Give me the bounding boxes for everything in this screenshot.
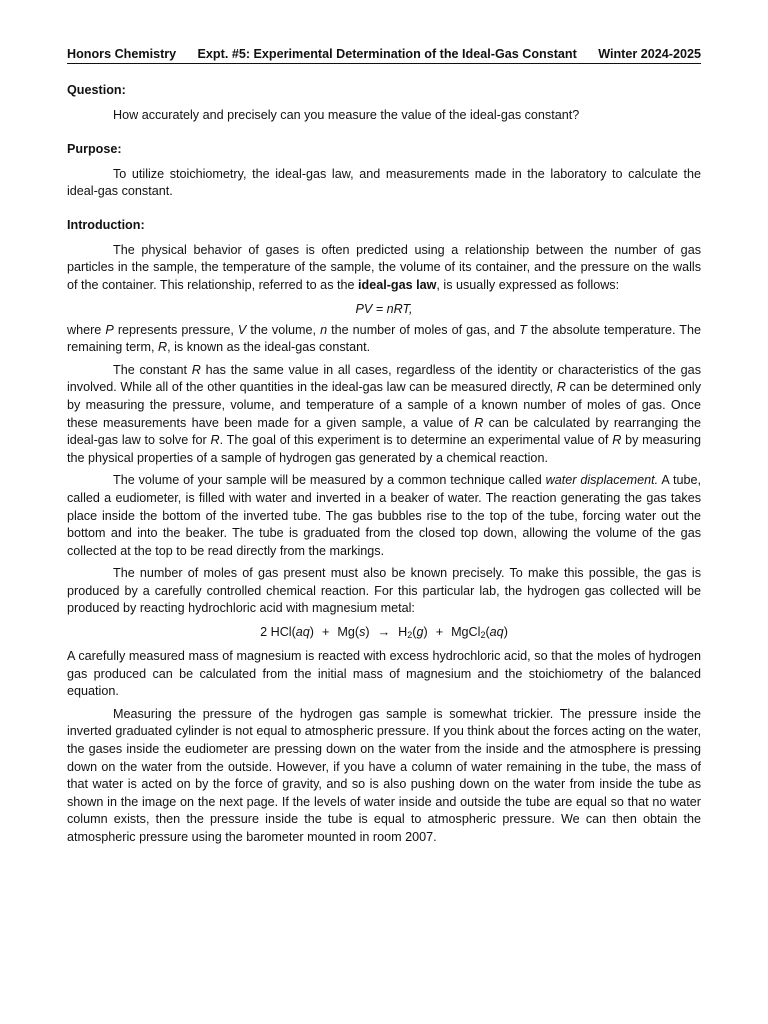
experiment-title: Expt. #5: Experimental Determination of the Ideal-Gas Constant bbox=[197, 47, 577, 61]
course-title: Honors Chemistry bbox=[67, 47, 177, 61]
intro-paragraph-2: where P represents pressure, V the volume, n the number of moles of gas, and T the absolute temperature. The remaining term, R, is known as the ideal-gas constant. bbox=[67, 322, 701, 355]
intro-paragraph-1: The physical behavior of gases is often predicted using a relationship between the number of gas particles in the sample, the temperature of the sample, the volume of its container, and the pressure on the walls of the container. This relationship, referred to as the ideal-gas law, is usually expressed as follows: bbox=[67, 242, 701, 292]
page-header bbox=[67, 46, 701, 64]
ideal-gas-equation: PV = nRT, bbox=[355, 301, 413, 316]
purpose-heading: Purpose: bbox=[67, 141, 122, 156]
intro-paragraph-7: Measuring the pressure of the hydrogen gas sample is somewhat trickier. The pressure inside the inverted graduated cylinder is not equal to atmospheric pressure. If you think about the forces acting on the water, the gases inside the eudiometer are pressing down on the water from the inside and the atmosphere is pressing down on the water from the outside. However, if you have a column of water remaining in the tube, the mass of that water is acted on by the force of gravity, and so is also pushing down on the water from inside the tube as shown in the image on the next page. If the levels of water inside and outside the tube are equal so that no water column exists, then the pressure inside the tube is equal to atmospheric pressure. We can then obtain the atmospheric pressure using the barometer mounted in room 2007. bbox=[67, 706, 701, 844]
introduction-heading: Introduction: bbox=[67, 217, 145, 232]
reaction-arrow: → bbox=[377, 625, 391, 640]
intro-paragraph-4: The volume of your sample will be measured by a common technique called water displacement. A tube, called a eudiometer, is filled with water and inverted in a beaker of water. The reaction generating the gas takes place inside the bottom of the inverted tube. The gas bubbles rise to the top of the tube, forcing water out the bottom and into the beaker. The tube is graduated from the closed top down, allowing the volume of the gas collected at the top to be read directly from the markings. bbox=[67, 473, 701, 558]
ideal-gas-law-term: ideal-gas law bbox=[358, 277, 437, 292]
water-displacement-term: water displacement. bbox=[545, 473, 659, 488]
intro-paragraph-3: The constant R has the same value in all cases, regardless of the identity or characteristics of the gas involved. While all of the other quantities in the ideal-gas law can be measured directly, R can be determined only by measuring the pressure, volume, and temperature of a sample of a known number of moles of gas. Once these measurements have been made for a given sample, a value of R can be calculated by rearranging the ideal-gas law to solve for R. The goal of this experiment is to determine an experimental value of R by measuring the physical properties of a sample of hydrogen gas generated by a chemical reaction. bbox=[67, 362, 701, 465]
intro-paragraph-5: The number of moles of gas present must also be known precisely. To make this possible, the gas is produced by a carefully controlled chemical reaction. For this particular lab, the hydrogen gas collected will be produced by reacting hydrochloric acid with magnesium metal: bbox=[67, 566, 701, 616]
question-heading: Question: bbox=[67, 83, 126, 97]
purpose-text: To utilize stoichiometry, the ideal-gas law, and measurements made in the laboratory to calculate the ideal-gas constant. bbox=[67, 166, 701, 199]
question-text: How accurately and precisely can you measure the value of the ideal-gas constant? bbox=[113, 108, 580, 122]
term-label: Winter 2024-2025 bbox=[598, 47, 701, 61]
reaction-equation: 2 $HCl(aq) + Mg(s) \to H_2(g)$ + MgCl$_2$(aq) bbox=[260, 625, 508, 641]
intro-paragraph-6: A carefully measured mass of magnesium is reacted with excess hydrochloric acid, so that the moles of hydrogen gas produced can be calculated from the initial mass of magnesium and the stoichiometry of the balanced equation. bbox=[67, 649, 701, 699]
